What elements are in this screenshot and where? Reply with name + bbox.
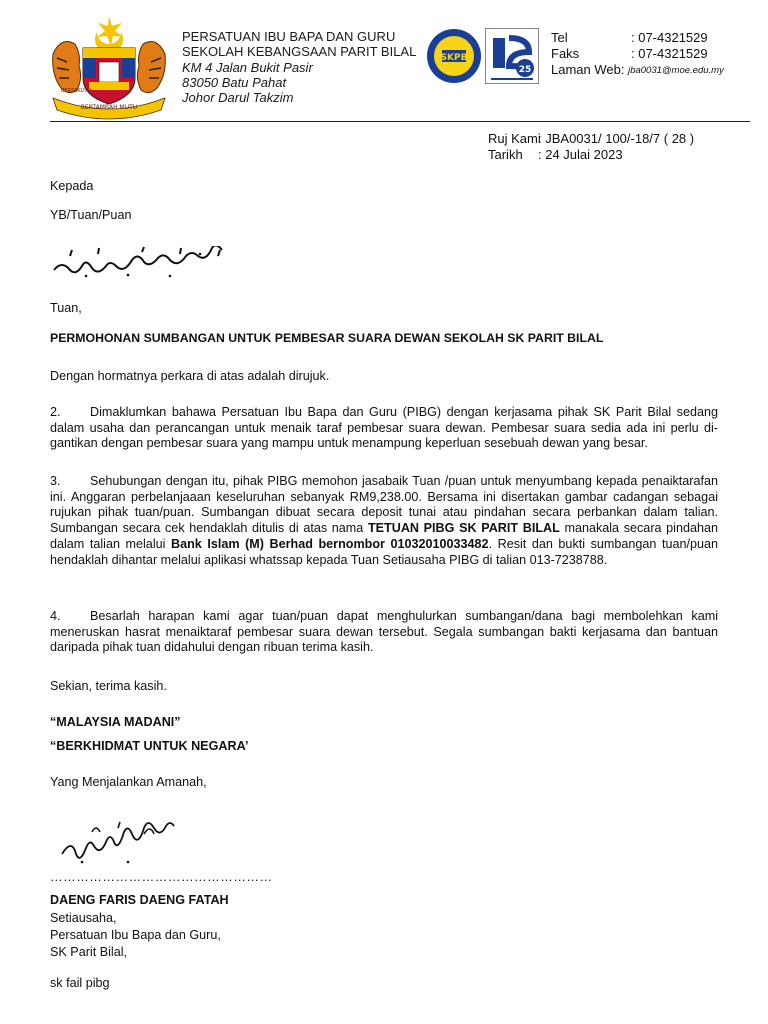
- paragraph-4-text: Besarlah harapan kami agar tuan/puan dapat menghulurkan sumbangan/dana bagi membolehkan kami meneruskan hasrat menaiktaraf pembesar suara dewan tersebut. Segala sumbangan bakti kerjasama dan bantuan daripada pihak tuan didahului dengan ribuan terima kasih.: [50, 609, 718, 655]
- date-value: : 24 Julai 2023: [538, 147, 623, 162]
- address-line-2: 83050 Batu Pahat: [182, 74, 287, 90]
- paragraph-2: [50, 405, 718, 452]
- date-label: Tarikh: [488, 147, 523, 162]
- address-line-3: Johor Darul Takzim: [182, 90, 294, 106]
- letter-subject: PERMOHONAN SUMBANGAN UNTUK PEMBESAR SUARA DEWAN SEKOLAH SK PARIT BILAL: [50, 331, 604, 345]
- web-label: Laman Web:: [551, 62, 625, 77]
- payee-name: TETUAN PIBG SK PARIT BILAL: [367, 521, 560, 536]
- slogan-berkhidmat: “BERKHIDMAT UNTUK NEGARA’: [50, 739, 249, 753]
- tel-value: : 07-4321529: [631, 30, 708, 45]
- tel-label: Tel: [551, 30, 568, 45]
- letterhead-address: [182, 29, 416, 105]
- paragraph-2-number: 2.: [50, 405, 61, 419]
- signature-line: ……………………………………………: [50, 870, 273, 884]
- slogan-malaysia-madani: “MALAYSIA MADANI”: [50, 715, 181, 729]
- closing-text: Sekian, terima kasih.: [50, 679, 167, 693]
- anniversary-logo-text: 25: [518, 65, 532, 75]
- fax-label: Faks: [551, 46, 580, 61]
- contact-info: [551, 30, 724, 80]
- paragraph-3-text-b: manakala secara pindahan dalam talian melalui: [50, 521, 718, 551]
- paragraph-3-text-a: Sehubungan dengan itu, pihak PIBG memohon jasabaik Tuan /puan untuk menyumbang kepada penaiktarafan ini. Anggaran perbelanjaaan keseluruhan sebanyak RM9,238.00. Bersama ini disertakan gambar cadangan sebagai rujukan pihak tuan/puan. Sumbangan dibuat secara deposit tunai atau pindahan secara perbankan dalam talian. Sumbangan secara cek hendaklah ditulis di atas nama: [50, 474, 718, 536]
- malaysia-crest-logo: [45, 14, 173, 122]
- paragraph-4-number: 4.: [50, 609, 61, 623]
- ref-value: : JBA0031/ 100/-18/7 ( 28 ): [538, 131, 695, 146]
- anniversary-logo: [485, 28, 539, 84]
- sign-off: Yang Menjalankan Amanah,: [50, 775, 207, 789]
- school-logo-text: SKPB: [440, 53, 468, 63]
- signatory-school: SK Parit Bilal,: [50, 945, 127, 959]
- salutation: Tuan,: [50, 301, 82, 315]
- paragraph-3-text-c: . Resit dan bukti sumbangan tuan/puan hendaklah dihantar melalui aplikasi whatssap kepada Tuan Setiausaha PIBG di talian 013-7238788.: [50, 536, 718, 567]
- handwritten-signature: [58, 820, 180, 868]
- reference-block: [488, 131, 694, 163]
- ref-label: Ruj Kami: [488, 131, 541, 146]
- web-value: jba0031@moe.edu.my: [628, 65, 724, 76]
- address-line-1: KM 4 Jalan Bukit Pasir: [182, 59, 313, 75]
- signatory-org: Persatuan Ibu Bapa dan Guru,: [50, 928, 221, 942]
- paragraph-4: [50, 609, 718, 656]
- recipient-to: Kepada: [50, 179, 94, 193]
- header-divider: [50, 121, 750, 122]
- intro-paragraph: Dengan hormatnya perkara di atas adalah dirujuk.: [50, 369, 330, 383]
- crest-motto-bottom: BERTAMBAH MUTU: [80, 104, 138, 111]
- arabic-greeting-calligraphy: [50, 246, 236, 280]
- school-logo: [426, 28, 482, 84]
- recipient-name: YB/Tuan/Puan: [50, 208, 132, 222]
- org-name: PERSATUAN IBU BAPA DAN GURU: [182, 29, 396, 44]
- paragraph-2-text: Dimaklumkan bahawa Persatuan Ibu Bapa dan Guru (PIBG) dengan kerjasama pihak SK Parit Bilal sedang dalam usaha dan perancangan untuk menaik taraf pembesar suara dewan. Pembesar suara sedia ada ini perlu di-gantikan dengan pembesar suara yang mampu untuk menampung keperluan sesebuah dewan yang besar.: [50, 405, 718, 451]
- bank-account: Bank Islam (M) Berhad bernombor 01032010033482: [170, 536, 489, 551]
- school-name: SEKOLAH KEBANGSAAN PARIT BILAL: [182, 44, 417, 60]
- crest-motto-left: BERSEKUTU: [61, 88, 91, 94]
- signatory-name: DAENG FARIS DAENG FATAH: [50, 893, 229, 907]
- signatory-title: Setiausaha,: [50, 911, 117, 925]
- footer-note: sk fail pibg: [50, 976, 110, 990]
- paragraph-3: [50, 474, 718, 568]
- paragraph-3-number: 3.: [50, 474, 61, 488]
- fax-value: : 07-4321529: [631, 46, 708, 61]
